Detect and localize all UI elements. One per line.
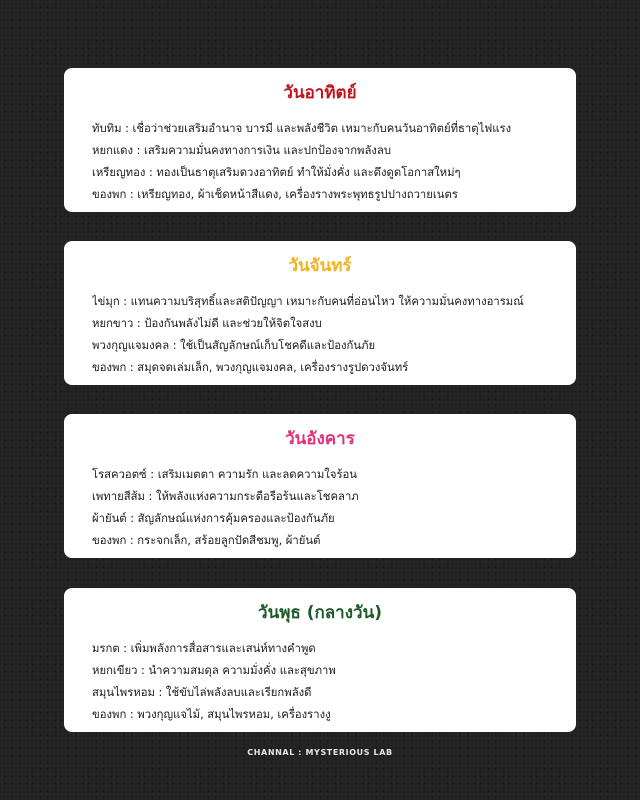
card-title-wednesday: วันพุธ (กลางวัน) (258, 603, 382, 623)
card-line: สมุนไพรหอม : ใช้ขับไล่พลังลบและเรียกพลังดี (92, 686, 312, 699)
card-tuesday (64, 414, 576, 558)
card-line: พวงกุญแจมงคล : ใช้เป็นสัญลักษณ์เก็บโชคดีและป้องกันภัย (92, 339, 376, 352)
card-line: หยกแดง : เสริมความมั่นคงทางการเงิน และปกป้องจากพลังลบ (92, 144, 392, 157)
card-line: ของพก : สมุดจดเล่มเล็ก, พวงกุญแจมงคล, เครื่องรางรูปดวงจันทร์ (92, 361, 409, 374)
card-line: เหรียญทอง : ทองเป็นธาตุเสริมดวงอาทิตย์ ทำให้มั่งคั่ง และดึงดูดโอกาสใหม่ๆ (92, 166, 461, 179)
footer-credit: CHANNAL : MYSTERIOUS LAB (247, 748, 393, 757)
card-line: ไข่มุก : แทนความบริสุทธิ์และสติปัญญา เหมาะกับคนที่อ่อนไหว ให้ความมั่นคงทางอารมณ์ (92, 295, 524, 308)
card-title-sunday: วันอาทิตย์ (283, 83, 357, 103)
card-wednesday-day (64, 588, 576, 732)
card-monday (64, 241, 576, 385)
card-line: โรสควอตซ์ : เสริมเมตตา ความรัก และลดความใจร้อน (92, 468, 358, 481)
card-line: หยกขาว : ป้องกันพลังไม่ดี และช่วยให้จิตใจสงบ (92, 317, 322, 330)
card-line: ของพก : พวงกุญแจไม้, สมุนไพรหอม, เครื่องรางงู (92, 708, 331, 721)
card-line: ผ้ายันต์ : สัญลักษณ์แห่งการคุ้มครองและป้องกันภัย (92, 512, 335, 525)
card-line: ทับทิม : เชื่อว่าช่วยเสริมอำนาจ บารมี และพลังชีวิต เหมาะกับคนวันอาทิตย์ที่ธาตุไฟแรง (92, 122, 512, 135)
card-sunday (64, 68, 576, 212)
card-line: หยกเขียว : นำความสมดุล ความมั่งคั่ง และสุขภาพ (92, 664, 336, 677)
card-line: ของพก : กระจกเล็ก, สร้อยลูกปัดสีชมพู, ผ้ายันต์ (92, 534, 321, 547)
card-title-tuesday: วันอังคาร (285, 429, 355, 449)
card-line: เพทายสีส้ม : ให้พลังแห่งความกระตือรือร้นและโชคลาภ (92, 490, 359, 503)
card-line: ของพก : เหรียญทอง, ผ้าเช็ดหน้าสีแดง, เครื่องรางพระพุทธรูปปางถวายเนตร (92, 188, 458, 201)
card-title-monday: วันจันทร์ (288, 256, 352, 276)
card-line: มรกต : เพิ่มพลังการสื่อสารและเสน่ห์ทางคำพูด (92, 642, 316, 655)
